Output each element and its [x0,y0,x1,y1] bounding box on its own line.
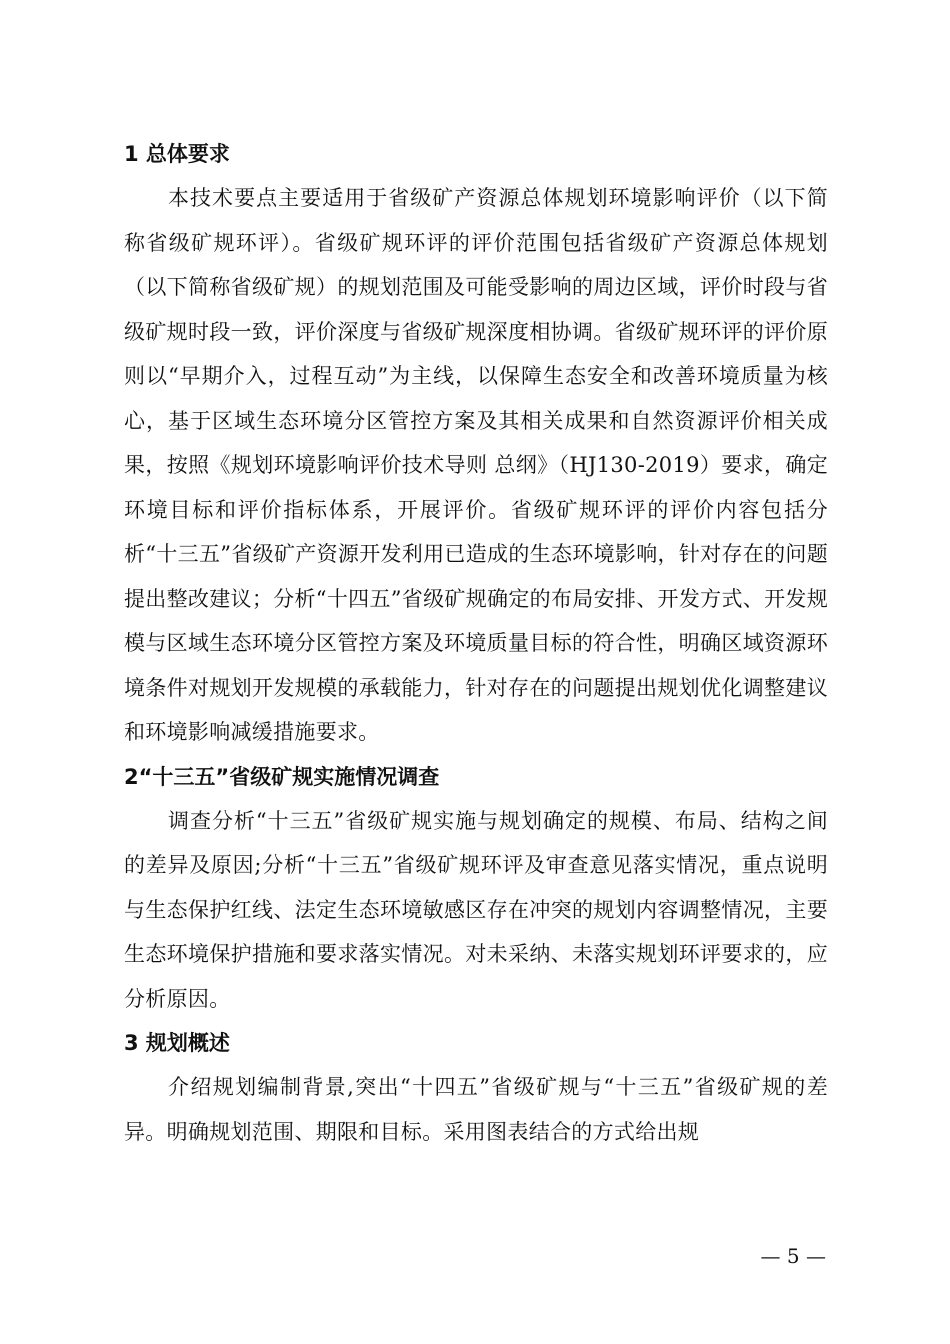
section-1-paragraph: 本技术要点主要适用于省级矿产资源总体规划环境影响评价（以下简称省级矿规环评）。省级矿规环评的评价范围包括省级矿产资源总体规划（以下简称省级矿规）的规划范围及可能受影响的周边区域，评价时段与省级矿规时段一致，评价深度与省级矿规深度相协调。省级矿规环评的评价原则以“早期介入，过程互动”为主线，以保障生态安全和改善环境质量为核心，基于区域生态环境分区管控方案及其相关成果和自然资源评价相关成果，按照《规划环境影响评价技术导则 总纲》（HJ130-2019）要求，确定环境目标和评价指标体系，开展评价。省级矿规环评的评价内容包括分析“十三五”省级矿产资源开发利用已造成的生态环境影响，针对存在的问题提出整改建议；分析“十四五”省级矿规确定的布局安排、开发方式、开发规模与区域生态环境分区管控方案及环境质量目标的符合性，明确区域资源环境条件对规划开发规模的承载能力，针对存在的问题提出规划优化调整建议和环境影响减缓措施要求。 [124,186,828,744]
section-2-paragraph: 调查分析“十三五”省级矿规实施与规划确定的规模、布局、结构之间的差异及原因;分析“十三五”省级矿规环评及审查意见落实情况，重点说明与生态保护红线、法定生态环境敏感区存在冲突的规划内容调整情况，主要生态环境保护措施和要求落实情况。对未采纳、未落实规划环评要求的，应分析原因。 [124,808,828,1011]
section-1-heading: 1 总体要求 [124,142,230,166]
section-3-heading: 3 规划概述 [124,1031,230,1055]
section-3-paragraph: 介绍规划编制背景,突出“十四五”省级矿规与“十三五”省级矿规的差异。明确规划范围、期限和目标。采用图表结合的方式给出规 [124,1075,828,1144]
section-2-heading: 2“十三五”省级矿规实施情况调查 [124,764,440,789]
page-content [124,132,828,1154]
page-number: — 5 — [760,1244,826,1268]
